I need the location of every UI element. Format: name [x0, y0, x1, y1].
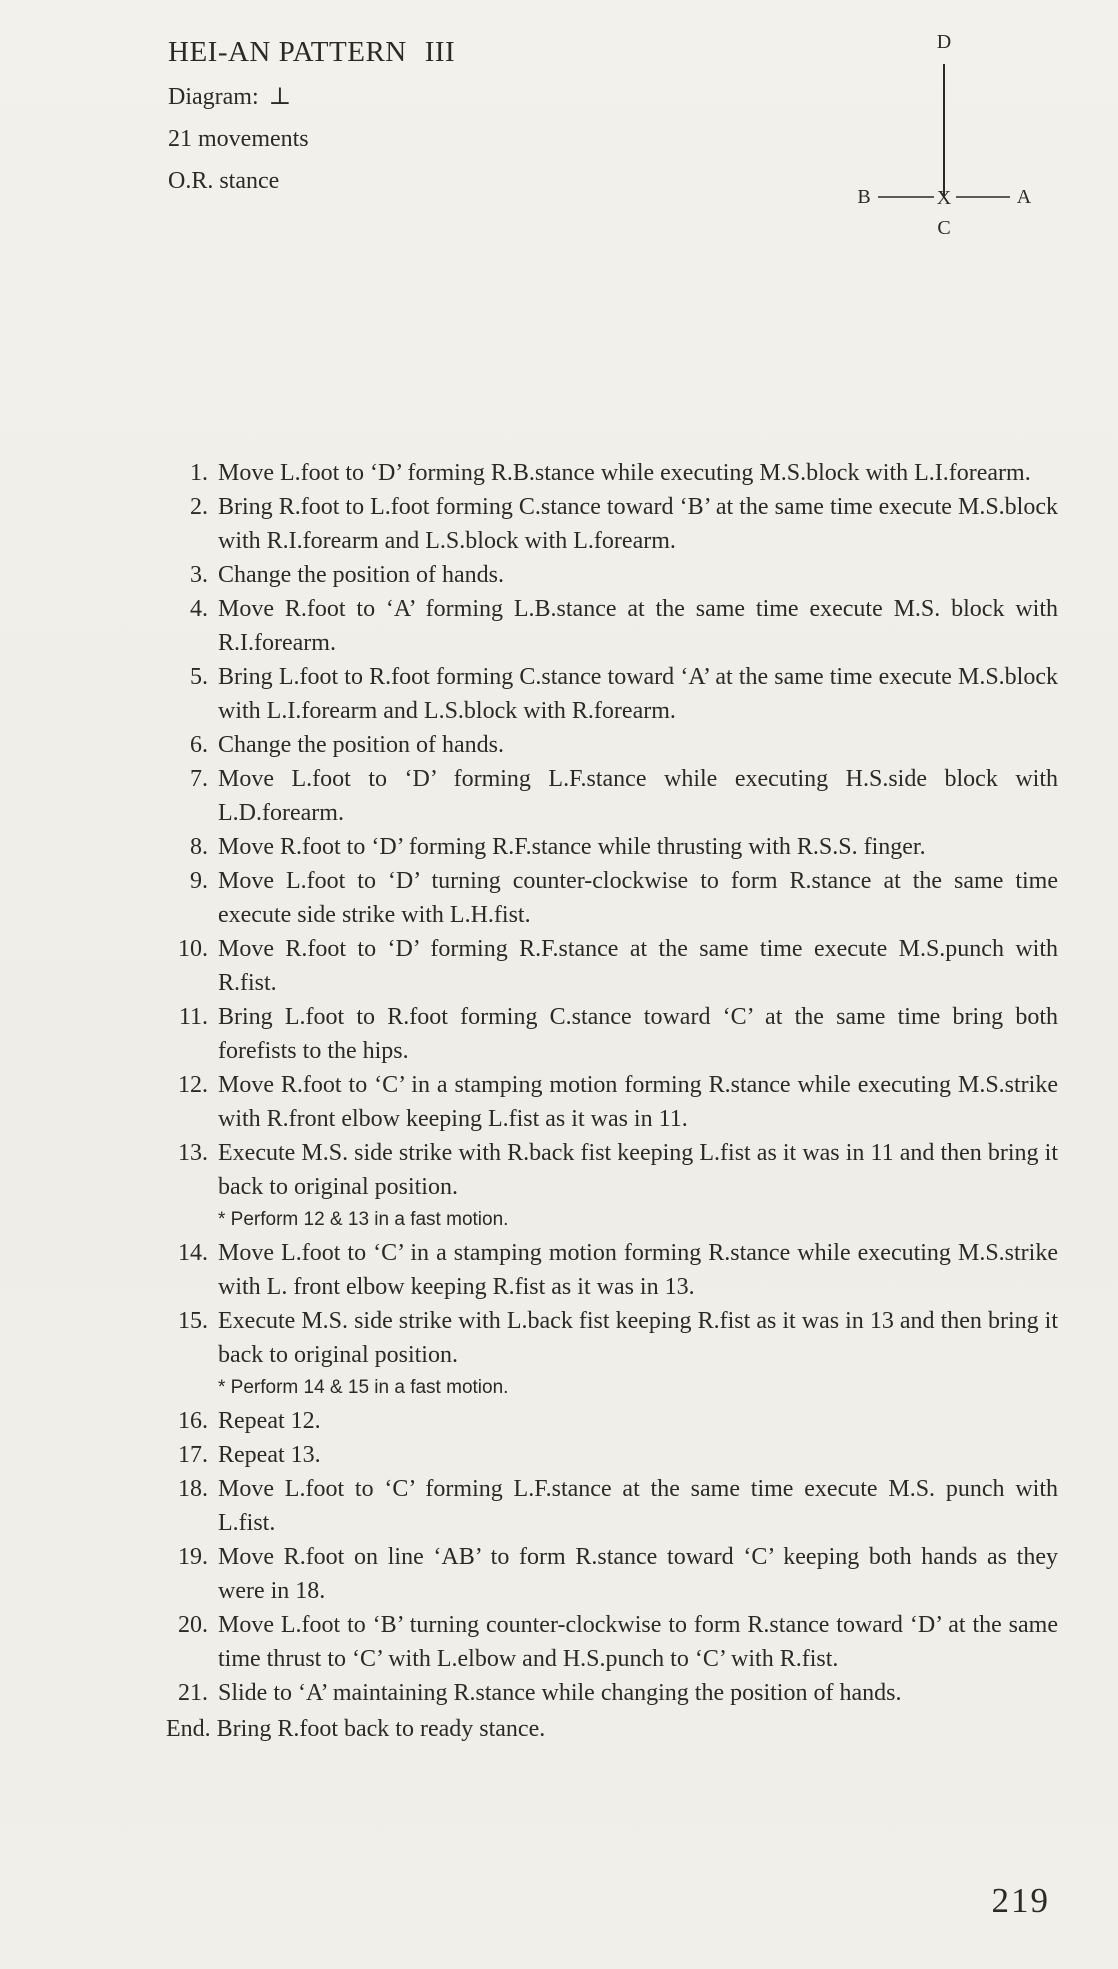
diagram-label-b: B	[857, 186, 871, 208]
movement-text: Change the position of hands.	[218, 732, 504, 758]
movement-text: Move R.foot to ‘D’ forming R.F.stance while thrusting with R.S.S. finger.	[218, 834, 926, 860]
movement-item	[158, 830, 1058, 864]
movement-number: 2.	[190, 494, 208, 520]
movement-text: Bring L.foot to R.foot forming C.stance toward ‘A’ at the same time execute M.S.block with L.I.forearm and L.S.block with R.forearm.	[218, 664, 1058, 724]
diagram-symbol-icon: ⊥	[268, 84, 292, 110]
movement-item	[158, 1236, 1058, 1304]
movement-item	[158, 1000, 1058, 1068]
movement-item	[158, 1136, 1058, 1204]
diagram-center-x: X	[936, 187, 952, 209]
movement-text: Move L.foot to ‘D’ forming R.B.stance while executing M.S.block with L.I.forearm.	[218, 460, 1031, 486]
movement-item	[158, 456, 1058, 490]
movement-item	[158, 660, 1058, 728]
movement-number: 16.	[178, 1408, 208, 1434]
page-number: 219	[991, 1881, 1050, 1920]
movement-text: Move L.foot to ‘D’ forming L.F.stance while executing H.S.side block with L.D.forearm.	[218, 766, 1058, 826]
movement-item	[158, 1068, 1058, 1136]
movement-number: 15.	[178, 1308, 208, 1334]
floor-diagram-svg	[850, 26, 1050, 246]
movement-number: 5.	[190, 664, 208, 690]
pattern-title	[168, 36, 688, 69]
starting-stance: O.R. stance	[168, 168, 280, 194]
movement-item	[158, 1438, 1058, 1472]
movement-number: 1.	[190, 460, 208, 486]
diagram-label-a: A	[1016, 186, 1032, 208]
movement-text: Repeat 13.	[218, 1442, 321, 1468]
movement-text: Move L.foot to ‘D’ turning counter-clockwise to form R.stance at the same time execute side strike with L.H.fist.	[218, 868, 1058, 928]
diagram-label: Diagram:	[168, 84, 259, 110]
movement-text: Move L.foot to ‘C’ forming L.F.stance at the same time execute M.S. punch with L.fist.	[218, 1476, 1058, 1536]
pattern-header	[168, 36, 688, 195]
movement-number: 11.	[178, 1004, 208, 1030]
diagram-line	[168, 83, 688, 111]
movement-item	[158, 728, 1058, 762]
performance-note	[158, 1372, 1058, 1404]
end-instruction: End. Bring R.foot back to ready stance.	[166, 1716, 546, 1742]
note-marker	[158, 1204, 208, 1236]
movement-item	[158, 558, 1058, 592]
movement-number: 8.	[190, 834, 208, 860]
movement-item	[158, 1540, 1058, 1608]
movement-item	[158, 1404, 1058, 1438]
movement-number: 13.	[178, 1140, 208, 1166]
movement-item	[158, 932, 1058, 1000]
movement-number: 18.	[178, 1476, 208, 1502]
movement-item	[158, 592, 1058, 660]
movement-text: Move L.foot to ‘B’ turning counter-clockwise to form R.stance toward ‘D’ at the same time thrust to ‘C’ with L.elbow and H.S.punch to ‘C’ with R.fist.	[218, 1612, 1058, 1672]
movement-text: Change the position of hands.	[218, 562, 504, 588]
movement-number: 14.	[178, 1240, 208, 1266]
note-text: * Perform 14 & 15 in a fast motion.	[218, 1377, 509, 1398]
movement-item	[158, 1304, 1058, 1372]
movement-text: Bring L.foot to R.foot forming C.stance toward ‘C’ at the same time bring both forefists to the hips.	[218, 1004, 1058, 1064]
pattern-roman-numeral: III	[424, 36, 456, 68]
floor-diagram	[850, 26, 1050, 246]
movement-text: Execute M.S. side strike with L.back fist keeping R.fist as it was in 13 and then bring it back to original position.	[218, 1308, 1058, 1368]
movement-text: Execute M.S. side strike with R.back fist keeping L.fist as it was in 11 and then bring it back to original position.	[218, 1140, 1058, 1200]
movement-number: 4.	[190, 596, 208, 622]
movement-number: 10.	[178, 936, 208, 962]
diagram-label-d: D	[936, 31, 952, 53]
movement-number: 3.	[190, 562, 208, 588]
movement-item	[158, 1608, 1058, 1676]
movement-text: Repeat 12.	[218, 1408, 321, 1434]
movement-item	[158, 762, 1058, 830]
performance-note	[158, 1204, 1058, 1236]
pattern-title-text: HEI-AN PATTERN	[168, 36, 407, 68]
movement-item	[158, 1676, 1058, 1710]
movement-text: Slide to ‘A’ maintaining R.stance while changing the position of hands.	[218, 1680, 902, 1706]
note-text: * Perform 12 & 13 in a fast motion.	[218, 1209, 509, 1230]
movement-text: Move R.foot to ‘C’ in a stamping motion forming R.stance while executing M.S.strike with R.front elbow keeping L.fist as it was in 11.	[218, 1072, 1058, 1132]
note-marker	[158, 1372, 208, 1404]
movement-item	[158, 1472, 1058, 1540]
diagram-label-c: C	[937, 217, 951, 239]
movement-text: Move R.foot to ‘A’ forming L.B.stance at the same time execute M.S. block with R.I.forearm.	[218, 596, 1058, 656]
movements-count: 21 movements	[168, 126, 309, 152]
movement-number: 7.	[190, 766, 208, 792]
movement-number: 17.	[178, 1442, 208, 1468]
movement-number: 9.	[190, 868, 208, 894]
movement-number: 20.	[178, 1612, 208, 1638]
movement-text: Move R.foot to ‘D’ forming R.F.stance at the same time execute M.S.punch with R.fist.	[218, 936, 1058, 996]
movement-number: 21.	[178, 1680, 208, 1706]
movement-number: 19.	[178, 1544, 208, 1570]
movement-list	[158, 456, 1058, 1746]
movement-item	[158, 864, 1058, 932]
movement-text: Move L.foot to ‘C’ in a stamping motion forming R.stance while executing M.S.strike with L. front elbow keeping R.fist as it was in 13.	[218, 1240, 1058, 1300]
movement-text: Bring R.foot to L.foot forming C.stance toward ‘B’ at the same time execute M.S.block with R.I.forearm and L.S.block with L.forearm.	[218, 494, 1058, 554]
movement-item	[158, 490, 1058, 558]
movement-text: Move R.foot on line ‘AB’ to form R.stance toward ‘C’ keeping both hands as they were in 18.	[218, 1544, 1058, 1604]
movement-number: 12.	[178, 1072, 208, 1098]
movement-number: 6.	[190, 732, 208, 758]
